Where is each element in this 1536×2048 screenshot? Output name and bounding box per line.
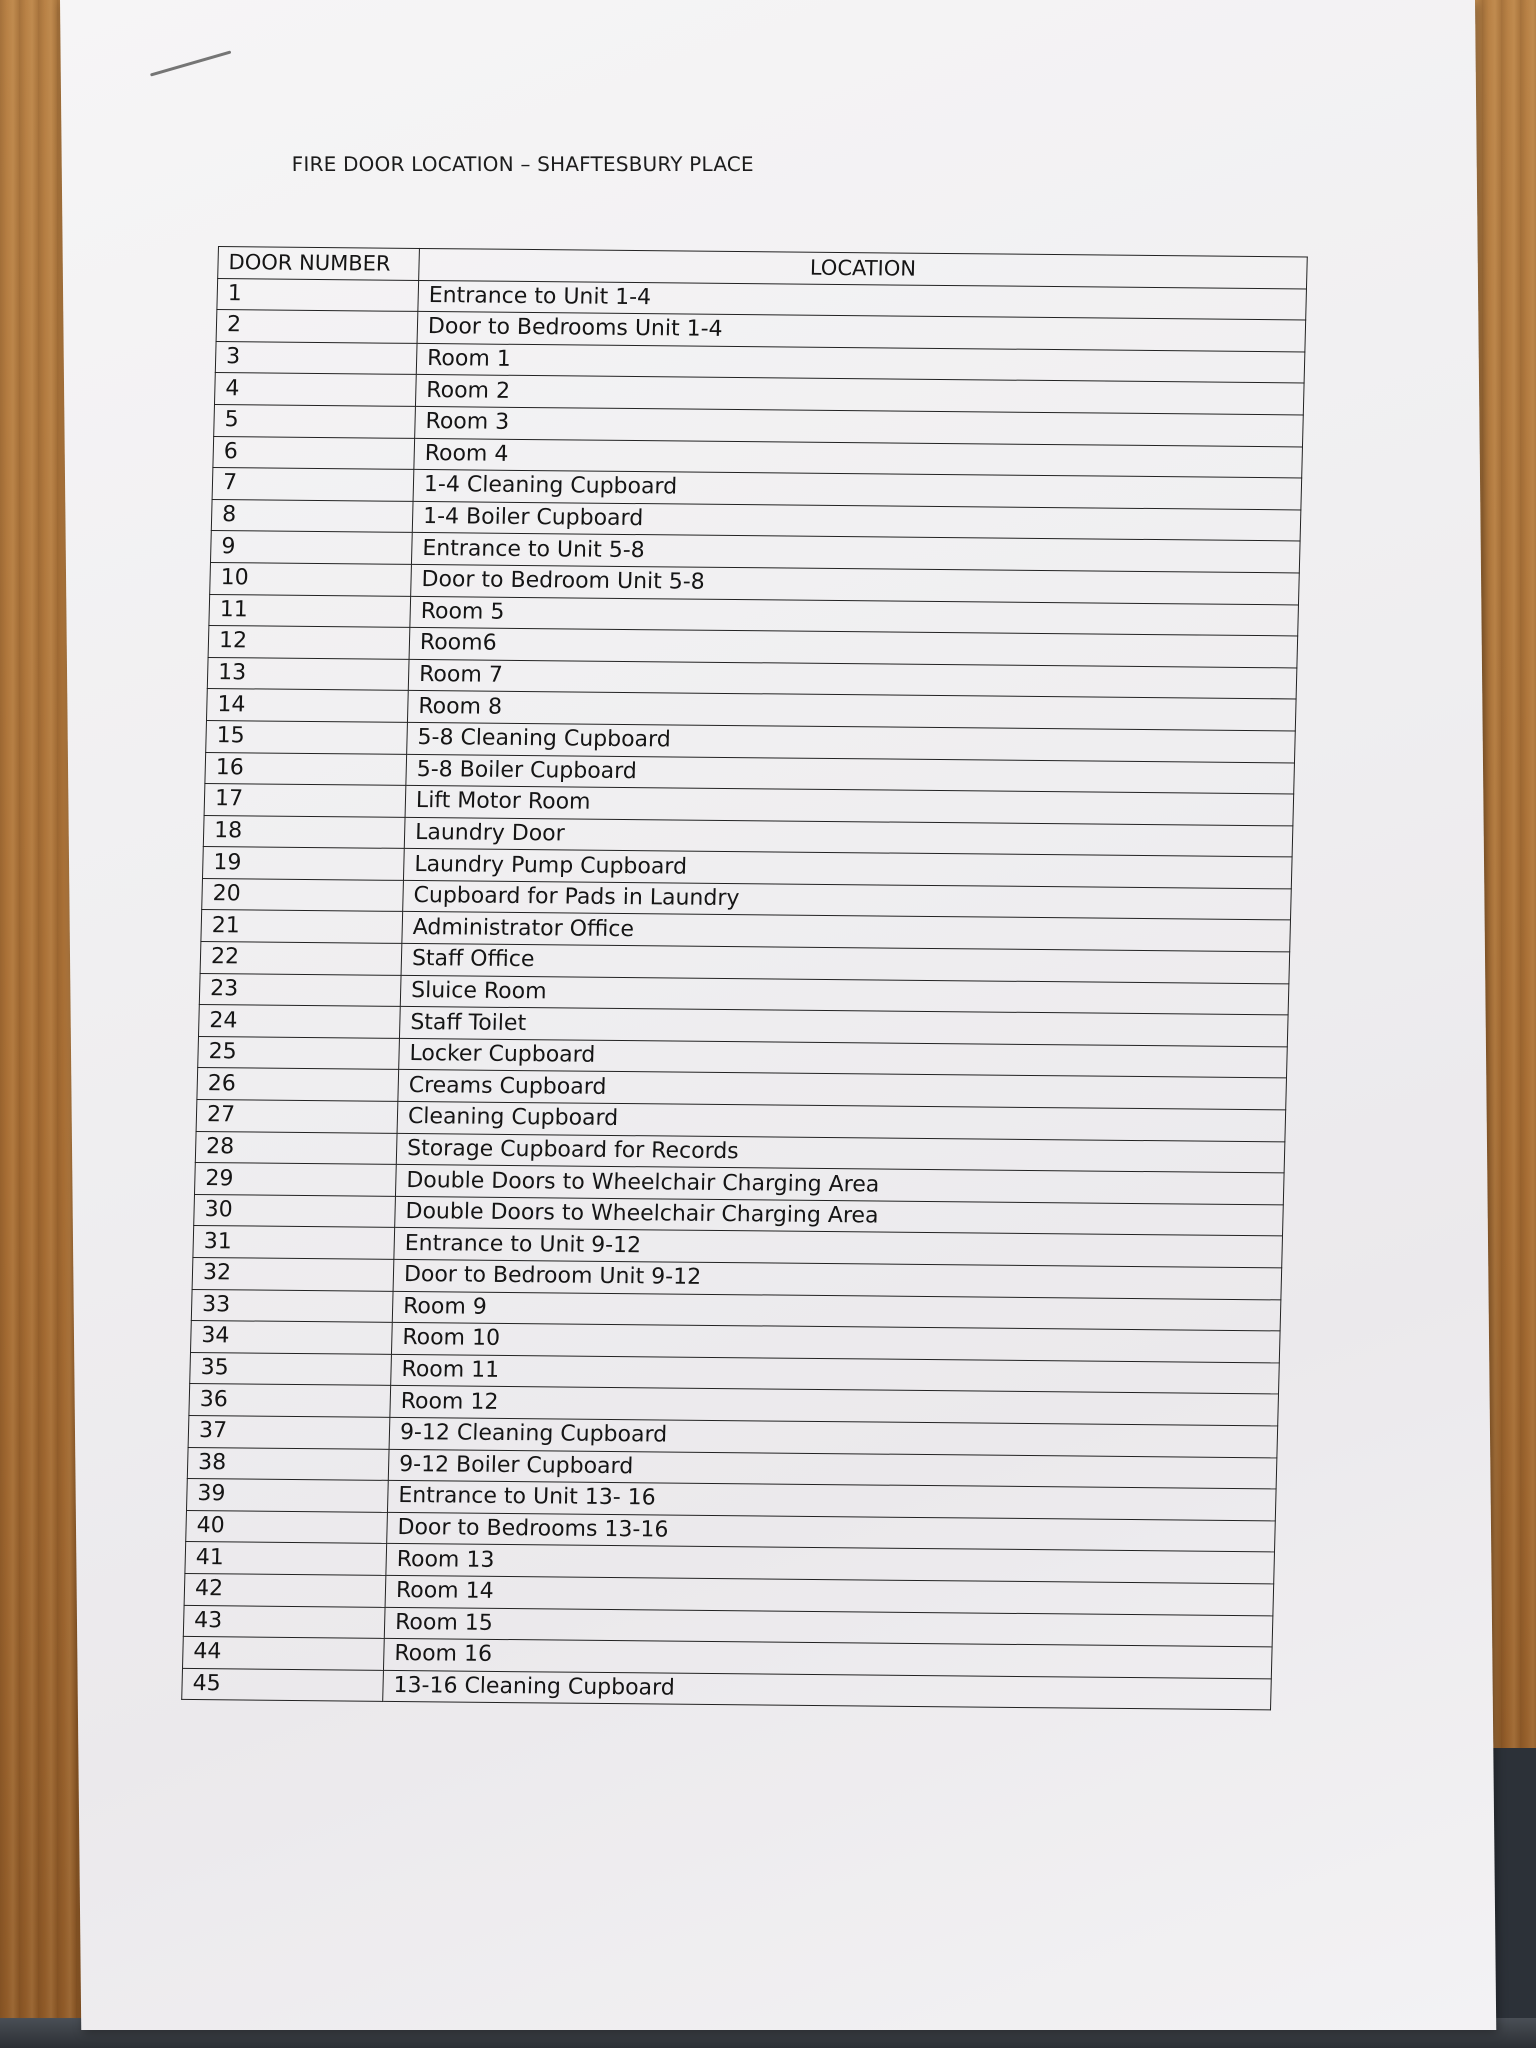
door-number-cell: 14	[206, 689, 408, 723]
location-cell: Room 1	[416, 343, 1305, 383]
door-number-cell: 43	[183, 1605, 385, 1639]
location-cell: 13-16 Cleaning Cupboard	[383, 1670, 1272, 1710]
door-number-cell: 28	[195, 1131, 397, 1165]
door-number-cell: 6	[213, 436, 415, 470]
location-cell: Room 9	[392, 1291, 1281, 1331]
door-number-cell: 31	[193, 1226, 395, 1260]
location-cell: Room 2	[415, 375, 1304, 415]
location-cell: Room 7	[408, 659, 1297, 699]
location-cell: Administrator Office	[402, 912, 1291, 952]
location-cell: Sluice Room	[400, 975, 1289, 1015]
location-cell: Creams Cupboard	[398, 1070, 1287, 1110]
location-cell: Room 12	[390, 1386, 1279, 1426]
door-number-cell: 41	[185, 1542, 387, 1576]
location-cell: Lift Motor Room	[405, 786, 1294, 826]
door-number-cell: 29	[195, 1163, 397, 1197]
door-number-cell: 13	[207, 657, 409, 691]
location-cell: Room 14	[385, 1575, 1274, 1615]
location-cell: Room 4	[414, 438, 1303, 478]
location-cell: 9-12 Boiler Cupboard	[388, 1449, 1277, 1489]
location-cell: 9-12 Cleaning Cupboard	[389, 1417, 1278, 1457]
location-cell: Room 11	[391, 1354, 1280, 1394]
door-number-cell: 16	[205, 752, 407, 786]
location-cell: Staff Office	[401, 943, 1290, 983]
table-body	[182, 278, 1307, 1710]
location-cell: Room 10	[391, 1323, 1280, 1363]
location-cell: Laundry Door	[404, 817, 1293, 857]
location-cell: Storage Cupboard for Records	[396, 1133, 1285, 1173]
location-cell: Room 8	[407, 691, 1296, 731]
location-cell: 1-4 Boiler Cupboard	[412, 501, 1301, 541]
location-cell: Entrance to Unit 9-12	[394, 1228, 1283, 1268]
location-cell: Locker Cupboard	[399, 1038, 1288, 1078]
door-number-cell: 36	[189, 1384, 391, 1418]
location-cell: 1-4 Cleaning Cupboard	[413, 470, 1302, 510]
door-number-cell: 30	[194, 1194, 396, 1228]
location-cell: Cupboard for Pads in Laundry	[403, 880, 1292, 920]
door-number-cell: 12	[208, 626, 410, 660]
location-cell: Room 13	[386, 1544, 1275, 1584]
door-number-cell: 5	[214, 404, 416, 438]
location-cell: Room 15	[384, 1607, 1273, 1647]
door-number-cell: 17	[204, 784, 406, 818]
pen-mark	[150, 50, 231, 76]
door-number-cell: 3	[215, 341, 417, 375]
fire-door-table	[181, 246, 1308, 1711]
door-number-cell: 11	[209, 594, 411, 628]
door-number-cell: 20	[202, 878, 404, 912]
location-cell: 5-8 Boiler Cupboard	[406, 754, 1295, 794]
location-cell: Staff Toilet	[399, 1007, 1288, 1047]
location-header: LOCATION	[419, 248, 1308, 288]
door-number-cell: 39	[187, 1479, 389, 1513]
door-number-cell: 9	[210, 531, 412, 565]
door-number-cell: 38	[187, 1447, 389, 1481]
door-number-cell: 21	[201, 910, 403, 944]
door-number-cell: 1	[217, 278, 419, 312]
door-number-cell: 34	[191, 1321, 393, 1355]
location-cell: Door to Bedroom Unit 9-12	[393, 1259, 1282, 1299]
door-number-cell: 7	[212, 468, 414, 502]
document-title: FIRE DOOR LOCATION – SHAFTESBURY PLACE	[291, 152, 754, 176]
door-number-cell: 15	[206, 720, 408, 754]
location-cell: Door to Bedrooms Unit 1-4	[417, 312, 1306, 352]
location-cell: Room 3	[415, 406, 1304, 446]
location-cell: Door to Bedroom Unit 5-8	[411, 564, 1300, 604]
door-number-cell: 18	[203, 815, 405, 849]
door-number-cell: 37	[188, 1415, 390, 1449]
location-cell: Entrance to Unit 1-4	[418, 280, 1307, 320]
door-number-cell: 22	[200, 942, 402, 976]
door-number-cell: 8	[211, 499, 413, 533]
door-number-cell: 24	[198, 1005, 400, 1039]
door-number-cell: 26	[197, 1068, 399, 1102]
location-cell: Double Doors to Wheelchair Charging Area	[395, 1165, 1284, 1205]
door-number-cell: 40	[186, 1510, 388, 1544]
door-number-header: DOOR NUMBER	[218, 247, 420, 281]
location-cell: Cleaning Cupboard	[397, 1101, 1286, 1141]
door-number-cell: 32	[192, 1257, 394, 1291]
location-cell: Door to Bedrooms 13-16	[387, 1512, 1276, 1552]
door-number-cell: 4	[214, 373, 416, 407]
door-number-cell: 45	[182, 1668, 384, 1702]
location-cell: Double Doors to Wheelchair Charging Area	[395, 1196, 1284, 1236]
door-number-cell: 44	[183, 1637, 385, 1671]
location-cell: Room6	[409, 628, 1298, 668]
door-number-cell: 33	[191, 1289, 393, 1323]
door-number-cell: 25	[198, 1036, 400, 1070]
door-number-cell: 42	[184, 1573, 386, 1607]
door-number-cell: 2	[216, 310, 418, 344]
location-cell: 5-8 Cleaning Cupboard	[407, 722, 1296, 762]
door-number-cell: 35	[190, 1352, 392, 1386]
door-number-cell: 23	[199, 973, 401, 1007]
door-number-cell: 19	[202, 847, 404, 881]
location-cell: Entrance to Unit 5-8	[411, 533, 1300, 573]
location-cell: Room 16	[383, 1638, 1272, 1678]
location-cell: Room 5	[410, 596, 1299, 636]
door-number-cell: 10	[210, 562, 412, 596]
location-cell: Laundry Pump Cupboard	[403, 849, 1292, 889]
door-number-cell: 27	[196, 1099, 398, 1133]
location-cell: Entrance to Unit 13- 16	[387, 1481, 1276, 1521]
